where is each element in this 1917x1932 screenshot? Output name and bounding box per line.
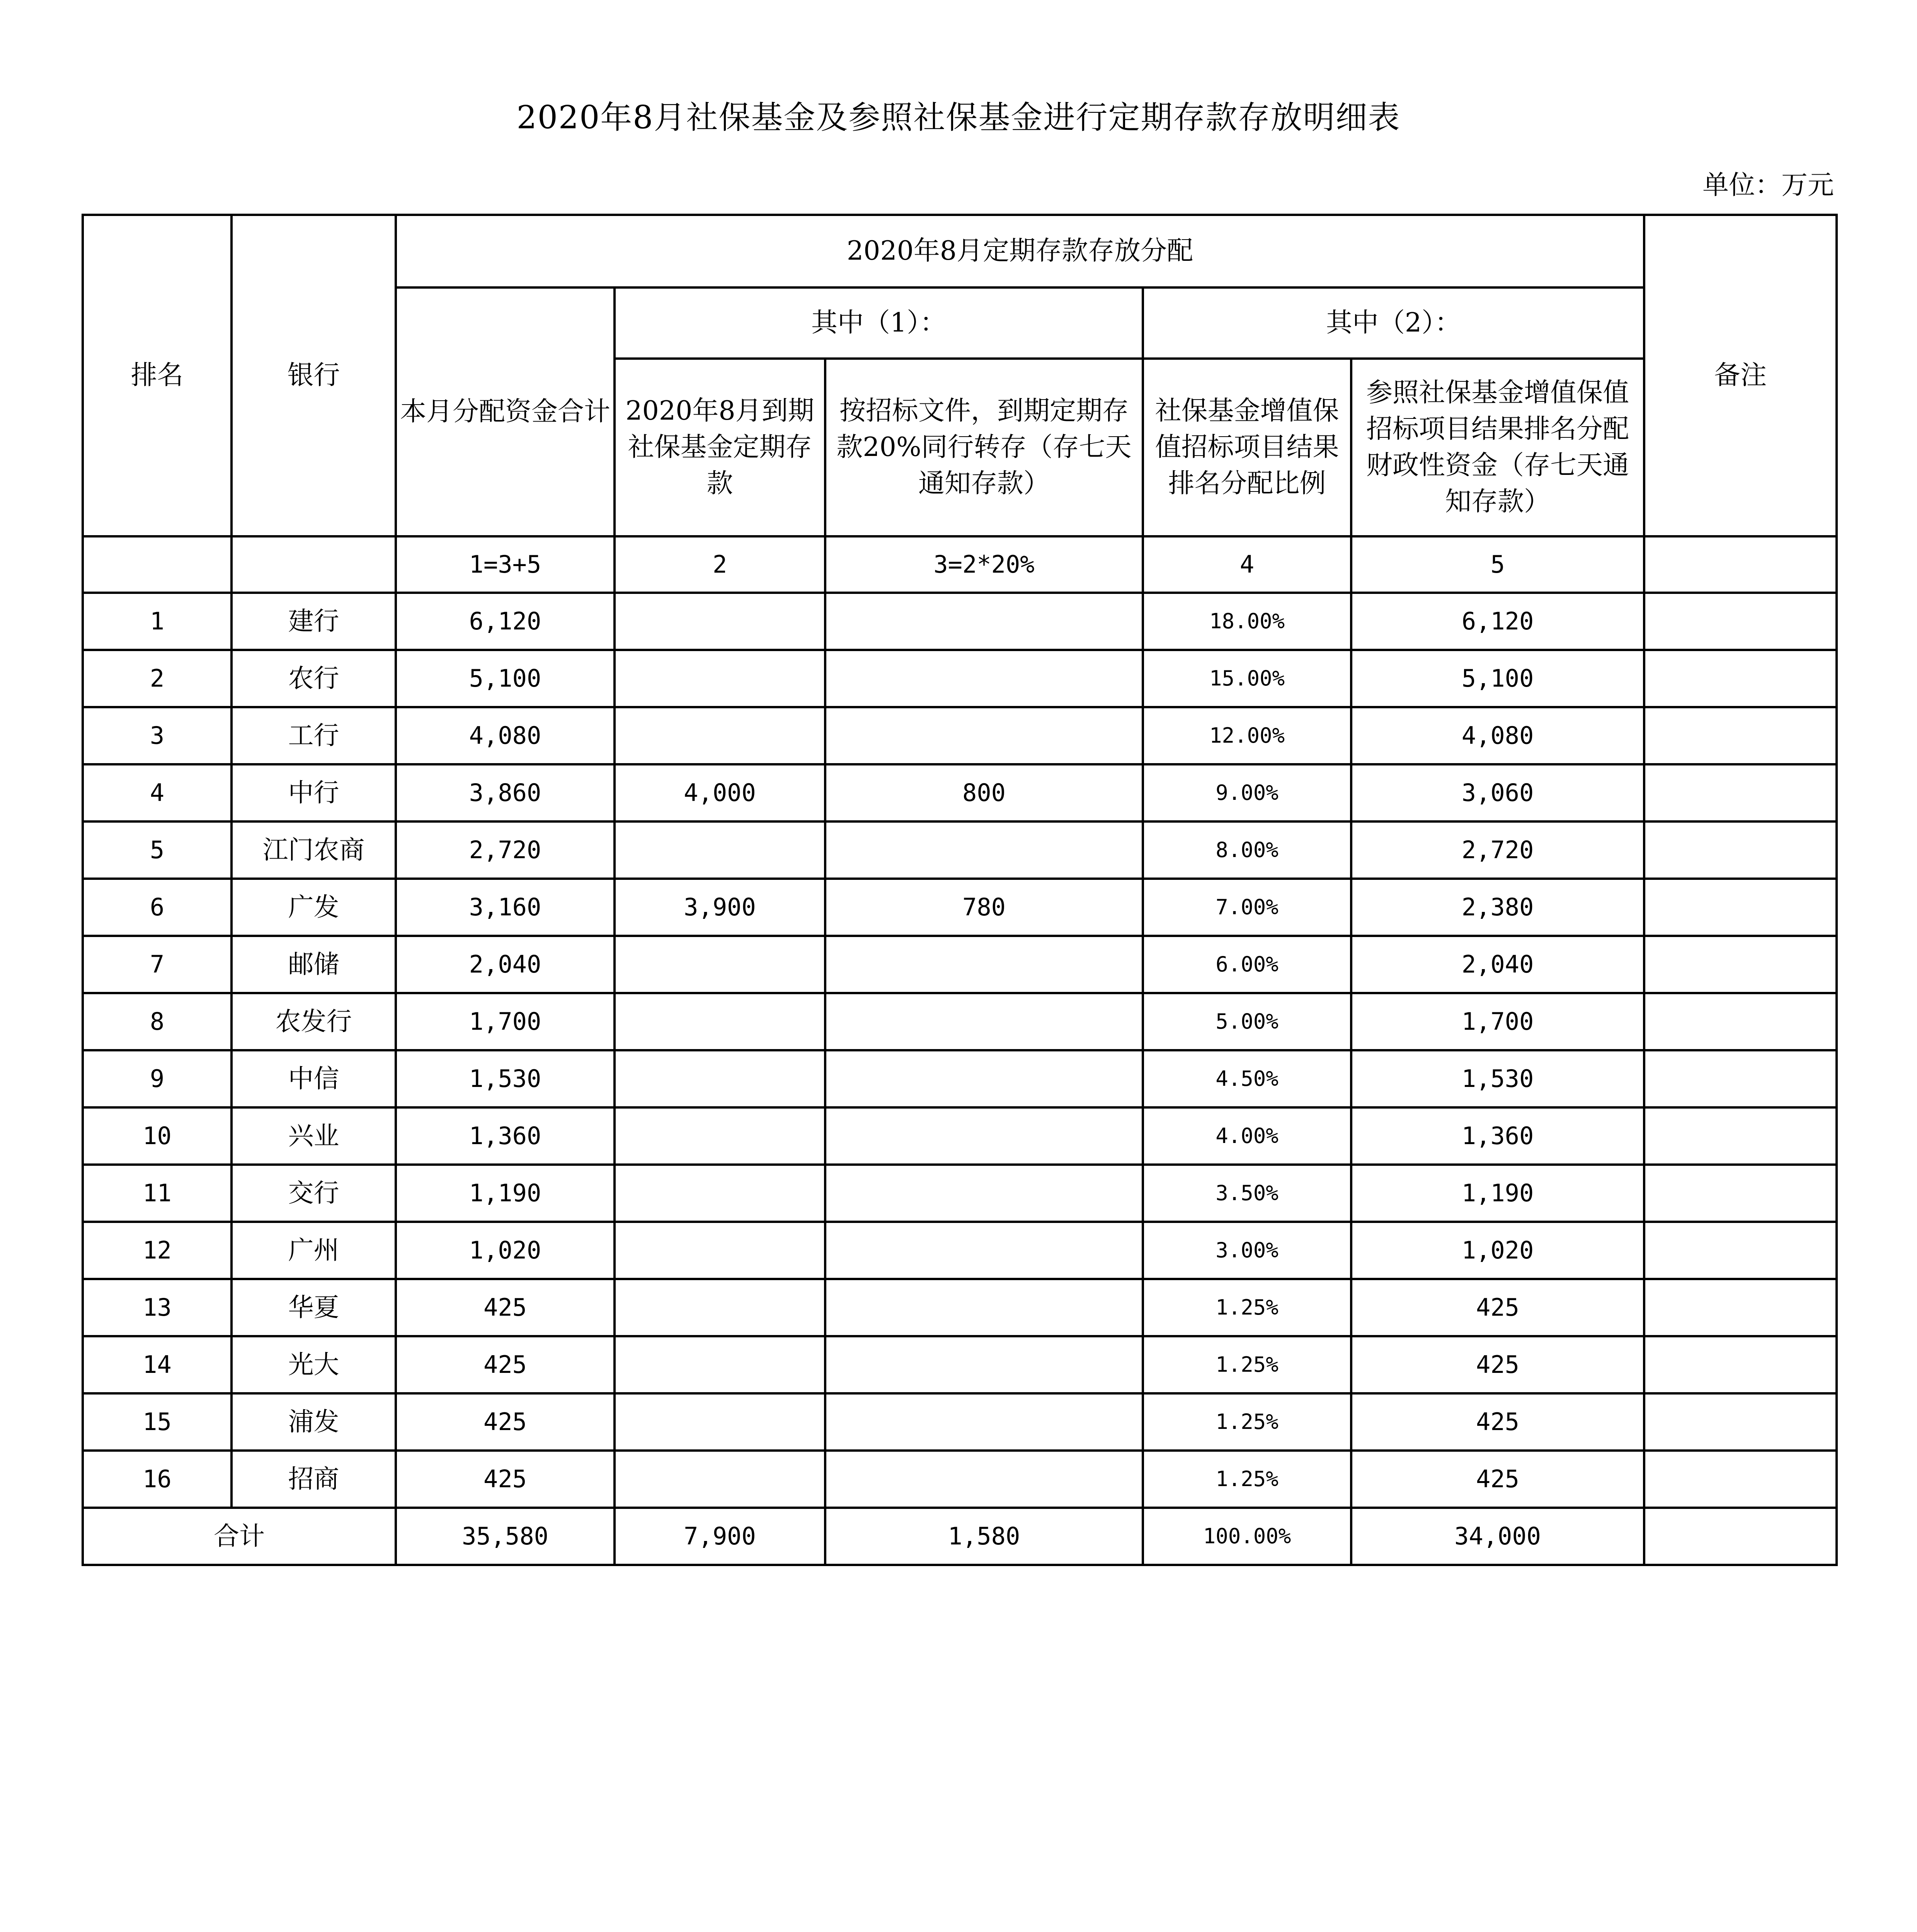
transfer-cell	[825, 1222, 1143, 1279]
due-deposit-cell	[615, 993, 825, 1050]
fiscal-fund-cell: 425	[1351, 1451, 1644, 1508]
transfer-cell	[825, 1050, 1143, 1107]
transfer-cell	[825, 936, 1143, 993]
due-deposit-cell: 4,000	[615, 764, 825, 821]
rank-cell: 15	[83, 1393, 232, 1451]
monthly-total-cell: 425	[396, 1279, 615, 1336]
remarks-cell	[1644, 593, 1837, 650]
total-label: 合计	[83, 1508, 396, 1565]
ratio-cell: 5.00%	[1143, 993, 1351, 1050]
rank-cell: 12	[83, 1222, 232, 1279]
remarks-cell	[1644, 1393, 1837, 1451]
fiscal-fund-cell: 4,080	[1351, 707, 1644, 764]
ratio-cell: 3.50%	[1143, 1165, 1351, 1222]
ratio-cell: 7.00%	[1143, 879, 1351, 936]
header-allocation-group: 2020年8月定期存款存放分配	[396, 215, 1644, 287]
due-deposit-cell	[615, 821, 825, 879]
header-bank: 银行	[232, 215, 396, 536]
due-deposit-cell	[615, 1107, 825, 1165]
table-row	[83, 1451, 1837, 1508]
ratio-cell: 9.00%	[1143, 764, 1351, 821]
formula-cell: 2	[615, 536, 825, 593]
remarks-cell	[1644, 879, 1837, 936]
transfer-cell	[825, 993, 1143, 1050]
transfer-cell: 780	[825, 879, 1143, 936]
remarks-cell	[1644, 707, 1837, 764]
rank-cell: 1	[83, 593, 232, 650]
rank-cell: 5	[83, 821, 232, 879]
ratio-cell: 1.25%	[1143, 1393, 1351, 1451]
fiscal-fund-cell: 5,100	[1351, 650, 1644, 707]
table-row	[83, 1050, 1837, 1107]
due-deposit-cell	[615, 1451, 825, 1508]
table-row	[83, 1279, 1837, 1336]
monthly-total-cell: 1,360	[396, 1107, 615, 1165]
ratio-cell: 18.00%	[1143, 593, 1351, 650]
ratio-cell: 4.00%	[1143, 1107, 1351, 1165]
header-remarks: 备注	[1644, 215, 1837, 536]
rank-cell: 4	[83, 764, 232, 821]
monthly-total-cell: 2,720	[396, 821, 615, 879]
total-remarks	[1644, 1508, 1837, 1565]
total-due-deposit: 7,900	[615, 1508, 825, 1565]
remarks-cell	[1644, 1050, 1837, 1107]
ratio-cell: 3.00%	[1143, 1222, 1351, 1279]
fiscal-fund-cell: 3,060	[1351, 764, 1644, 821]
ratio-cell: 15.00%	[1143, 650, 1351, 707]
fiscal-fund-cell: 2,040	[1351, 936, 1644, 993]
transfer-cell	[825, 821, 1143, 879]
formula-cell: 4	[1143, 536, 1351, 593]
rank-cell: 2	[83, 650, 232, 707]
rank-cell: 16	[83, 1451, 232, 1508]
total-transfer: 1,580	[825, 1508, 1143, 1565]
due-deposit-cell	[615, 936, 825, 993]
due-deposit-cell	[615, 1165, 825, 1222]
bank-cell: 江门农商	[232, 821, 396, 879]
fiscal-fund-cell: 1,360	[1351, 1107, 1644, 1165]
fiscal-fund-cell: 1,190	[1351, 1165, 1644, 1222]
bank-cell: 兴业	[232, 1107, 396, 1165]
bank-cell: 农发行	[232, 993, 396, 1050]
rank-cell: 3	[83, 707, 232, 764]
bank-cell: 中信	[232, 1050, 396, 1107]
monthly-total-cell: 5,100	[396, 650, 615, 707]
table-row	[83, 821, 1837, 879]
bank-cell: 建行	[232, 593, 396, 650]
transfer-cell	[825, 707, 1143, 764]
bank-cell: 广发	[232, 879, 396, 936]
bank-cell: 工行	[232, 707, 396, 764]
header-col-2: 2020年8月到期社保基金定期存款	[615, 359, 825, 536]
formula-row	[83, 536, 1837, 593]
remarks-cell	[1644, 650, 1837, 707]
due-deposit-cell	[615, 650, 825, 707]
formula-cell: 5	[1351, 536, 1644, 593]
formula-cell: 3=2*20%	[825, 536, 1143, 593]
rank-cell: 8	[83, 993, 232, 1050]
rank-cell: 10	[83, 1107, 232, 1165]
bank-cell: 浦发	[232, 1393, 396, 1451]
fiscal-fund-cell: 1,700	[1351, 993, 1644, 1050]
table-row	[83, 936, 1837, 993]
fiscal-fund-cell: 425	[1351, 1336, 1644, 1393]
remarks-cell	[1644, 993, 1837, 1050]
remarks-cell	[1644, 1107, 1837, 1165]
rank-cell: 9	[83, 1050, 232, 1107]
monthly-total-cell: 425	[396, 1336, 615, 1393]
total-row	[83, 1508, 1837, 1565]
remarks-cell	[1644, 821, 1837, 879]
header-row-1	[83, 215, 1837, 287]
remarks-cell	[1644, 936, 1837, 993]
due-deposit-cell: 3,900	[615, 879, 825, 936]
bank-cell: 中行	[232, 764, 396, 821]
total-monthly-total: 35,580	[396, 1508, 615, 1565]
due-deposit-cell	[615, 1393, 825, 1451]
transfer-cell	[825, 1279, 1143, 1336]
rank-cell: 13	[83, 1279, 232, 1336]
ratio-cell: 1.25%	[1143, 1279, 1351, 1336]
table-row	[83, 1165, 1837, 1222]
monthly-total-cell: 1,530	[396, 1050, 615, 1107]
rank-cell: 14	[83, 1336, 232, 1393]
fiscal-fund-cell: 1,530	[1351, 1050, 1644, 1107]
transfer-cell	[825, 1451, 1143, 1508]
table-row	[83, 650, 1837, 707]
remarks-cell	[1644, 1222, 1837, 1279]
fiscal-fund-cell: 425	[1351, 1393, 1644, 1451]
due-deposit-cell	[615, 1222, 825, 1279]
formula-empty-bank	[232, 536, 396, 593]
transfer-cell: 800	[825, 764, 1143, 821]
ratio-cell: 1.25%	[1143, 1451, 1351, 1508]
rank-cell: 7	[83, 936, 232, 993]
ratio-cell: 12.00%	[1143, 707, 1351, 764]
due-deposit-cell	[615, 1279, 825, 1336]
header-rank: 排名	[83, 215, 232, 536]
table-row	[83, 1107, 1837, 1165]
bank-cell: 广州	[232, 1222, 396, 1279]
table-row	[83, 1336, 1837, 1393]
bank-cell: 光大	[232, 1336, 396, 1393]
due-deposit-cell	[615, 1050, 825, 1107]
rank-cell: 11	[83, 1165, 232, 1222]
fiscal-fund-cell: 1,020	[1351, 1222, 1644, 1279]
remarks-cell	[1644, 1336, 1837, 1393]
due-deposit-cell	[615, 593, 825, 650]
monthly-total-cell: 6,120	[396, 593, 615, 650]
table-row	[83, 1222, 1837, 1279]
fiscal-fund-cell: 425	[1351, 1279, 1644, 1336]
fiscal-fund-cell: 2,380	[1351, 879, 1644, 936]
monthly-total-cell: 4,080	[396, 707, 615, 764]
remarks-cell	[1644, 1165, 1837, 1222]
transfer-cell	[825, 593, 1143, 650]
header-col-4: 社保基金增值保值招标项目结果排名分配比例	[1143, 359, 1351, 536]
table-row	[83, 764, 1837, 821]
formula-cell: 1=3+5	[396, 536, 615, 593]
table-row	[83, 707, 1837, 764]
ratio-cell: 1.25%	[1143, 1336, 1351, 1393]
due-deposit-cell	[615, 707, 825, 764]
bank-cell: 交行	[232, 1165, 396, 1222]
monthly-total-cell: 1,190	[396, 1165, 615, 1222]
table-row	[83, 879, 1837, 936]
ratio-cell: 6.00%	[1143, 936, 1351, 993]
total-fiscal-fund: 34,000	[1351, 1508, 1644, 1565]
header-group-1: 其中（1）：	[615, 287, 1143, 359]
bank-cell: 邮储	[232, 936, 396, 993]
header-group-2: 其中（2）：	[1143, 287, 1644, 359]
unit-label: 单位：万元	[1702, 170, 1834, 201]
remarks-cell	[1644, 1279, 1837, 1336]
bank-cell: 华夏	[232, 1279, 396, 1336]
monthly-total-cell: 3,860	[396, 764, 615, 821]
monthly-total-cell: 2,040	[396, 936, 615, 993]
table-row	[83, 1393, 1837, 1451]
header-monthly-total: 本月分配资金合计	[396, 287, 615, 536]
transfer-cell	[825, 1165, 1143, 1222]
remarks-cell	[1644, 764, 1837, 821]
bank-cell: 农行	[232, 650, 396, 707]
page-title: 2020年8月社保基金及参照社保基金进行定期存款存放明细表	[516, 99, 1401, 136]
monthly-total-cell: 3,160	[396, 879, 615, 936]
transfer-cell	[825, 1393, 1143, 1451]
rank-cell: 6	[83, 879, 232, 936]
remarks-cell	[1644, 1451, 1837, 1508]
transfer-cell	[825, 1107, 1143, 1165]
header-col-5: 参照社保基金增值保值招标项目结果排名分配财政性资金（存七天通知存款）	[1351, 359, 1644, 536]
bank-cell: 招商	[232, 1451, 396, 1508]
fiscal-fund-cell: 2,720	[1351, 821, 1644, 879]
header-col-3: 按招标文件，到期定期存款20%同行转存（存七天通知存款）	[825, 359, 1143, 536]
fiscal-fund-cell: 6,120	[1351, 593, 1644, 650]
monthly-total-cell: 1,020	[396, 1222, 615, 1279]
formula-empty-rank	[83, 536, 232, 593]
ratio-cell: 8.00%	[1143, 821, 1351, 879]
due-deposit-cell	[615, 1336, 825, 1393]
monthly-total-cell: 425	[396, 1451, 615, 1508]
transfer-cell	[825, 650, 1143, 707]
table-row	[83, 993, 1837, 1050]
transfer-cell	[825, 1336, 1143, 1393]
deposit-table	[82, 214, 1838, 1566]
ratio-cell: 4.50%	[1143, 1050, 1351, 1107]
table-row	[83, 593, 1837, 650]
formula-empty-remarks	[1644, 536, 1837, 593]
total-ratio: 100.00%	[1143, 1508, 1351, 1565]
monthly-total-cell: 1,700	[396, 993, 615, 1050]
monthly-total-cell: 425	[396, 1393, 615, 1451]
